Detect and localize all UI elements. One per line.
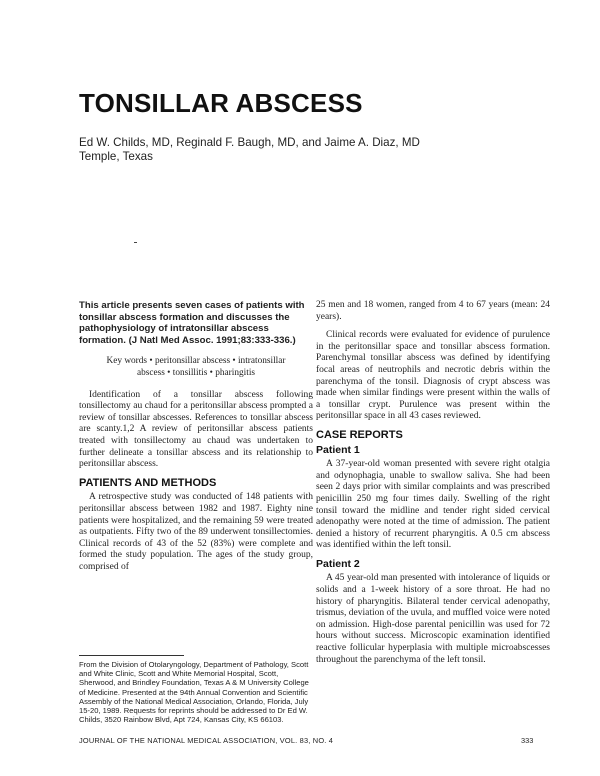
subheading-patient-1: Patient 1 xyxy=(316,443,360,456)
subheading-patient-2: Patient 2 xyxy=(316,557,360,570)
methods-paragraph-2: Clinical records were evaluated for evidence of purulence in the peritonsillar space and tonsillar abscess formation. Parenchymal tonsillar abscess was defined by identifying focal areas of neutrophils and necrotic debris within the parenchyma of the tonsil. Diagnosis of crypt abscess was made when similar findings were present within the walls of a tonsillar crypt. Purulence was present within the peritonsillar space in all 43 cases reviewed. xyxy=(316,330,550,422)
footnote-divider xyxy=(79,655,184,656)
author-names: Ed W. Childs, MD, Reginald F. Baugh, MD, and Jaime A. Diaz, MD xyxy=(79,136,420,149)
methods-continuation: 25 men and 18 women, ranged from 4 to 67 years (mean: 24 years). xyxy=(316,300,550,322)
patient-2-paragraph: A 45 year-old man presented with intolerance of liquids or solids and a 1-week history of a sore throat. He had no history of pharyngitis. Bilateral tender cervical adenopathy, trismus, deviation of the uvula, and muffled voice were noted on admission. High-dose parental penicillin was used for 72 hours without success. Microscopic examination identified reactive follicular hyperplasia with multiple microabscesses throughout the parenchyma of the left tonsil. xyxy=(316,573,550,665)
right-column xyxy=(316,300,550,673)
keywords-line-2: abscess • tonsillitis • pharingitis xyxy=(136,367,256,378)
page-number: 333 xyxy=(521,736,534,745)
author-location: Temple, Texas xyxy=(79,150,153,163)
journal-footer: JOURNAL OF THE NATIONAL MEDICAL ASSOCIATION, VOL. 83, NO. 4 xyxy=(79,736,334,745)
introduction-paragraph: Identification of a tonsillar abscess following tonsillectomy au chaud for a peritonsillar abscess prompted a review of tonsillar abscesses. References to tonsillar abscess are scanty.1,2 A review of peritonsillar abscess patients treated with tonsillectomy au chaud was undertaken to further delineate a tonsillar abscess and its relationship to peritonsillar abscess. xyxy=(79,389,313,470)
methods-paragraph-1: A retrospective study was conducted of 148 patients with peritonsillar abscess between 1982 and 1987. Eighty nine patients were hospitalized, and the remaining 59 were treated as outpatients. Fifty two of the 89 underwent tonsillectomies. Clinical records of 43 of the 52 (83%) were complete and formed the study population. The ages of the study group, comprised of xyxy=(79,492,313,572)
section-heading-methods: PATIENTS AND METHODS xyxy=(79,476,217,489)
left-column xyxy=(79,300,313,580)
patient-1-paragraph: A 37-year-old woman presented with severe right otalgia and odynophagia, unable to swallow saliva. She had been seen 2 days prior with similar complaints and was prescribed penicillin 250 mg four times daily. Swelling of the right tonsil toward the midline and tender right sided cervical adenopathy were noted at the time of admission. The patient denied a history of recurrent pharyngitis. A 0.5 cm abscess was identified within the left tonsil. xyxy=(316,459,550,551)
keywords-line-1: Key words • peritonsillar abscess • intratonsillar xyxy=(106,356,286,367)
article-title: TONSILLAR ABSCESS xyxy=(79,88,363,118)
section-heading-case-reports: CASE REPORTS xyxy=(316,428,403,441)
keywords xyxy=(79,356,313,379)
abstract: This article presents seven cases of patients with tonsillar abscess formation and discusses the pathophysiology of intratonsillar abscess formation. (J Natl Med Assoc. 1991;83:333-336.) xyxy=(79,300,305,346)
registration-mark xyxy=(134,242,137,243)
author-block xyxy=(79,136,420,164)
affiliation-footnote: From the Division of Otolaryngology, Department of Pathology, Scott and White Clinic, Scott and White Memorial Hospital, Scott, Sherwood, and Brindley Foundation, Texas A & M University College of Medicine. Presented at the 94th Annual Convention and Scientific Assembly of the National Medical Association, Orlando, Florida, July 15-20, 1989. Requests for reprints should be addressed to Dr Ed W. Childs, 3520 Rainbow Blvd, Apt 724, Kansas City, KS 66103. xyxy=(79,660,309,725)
